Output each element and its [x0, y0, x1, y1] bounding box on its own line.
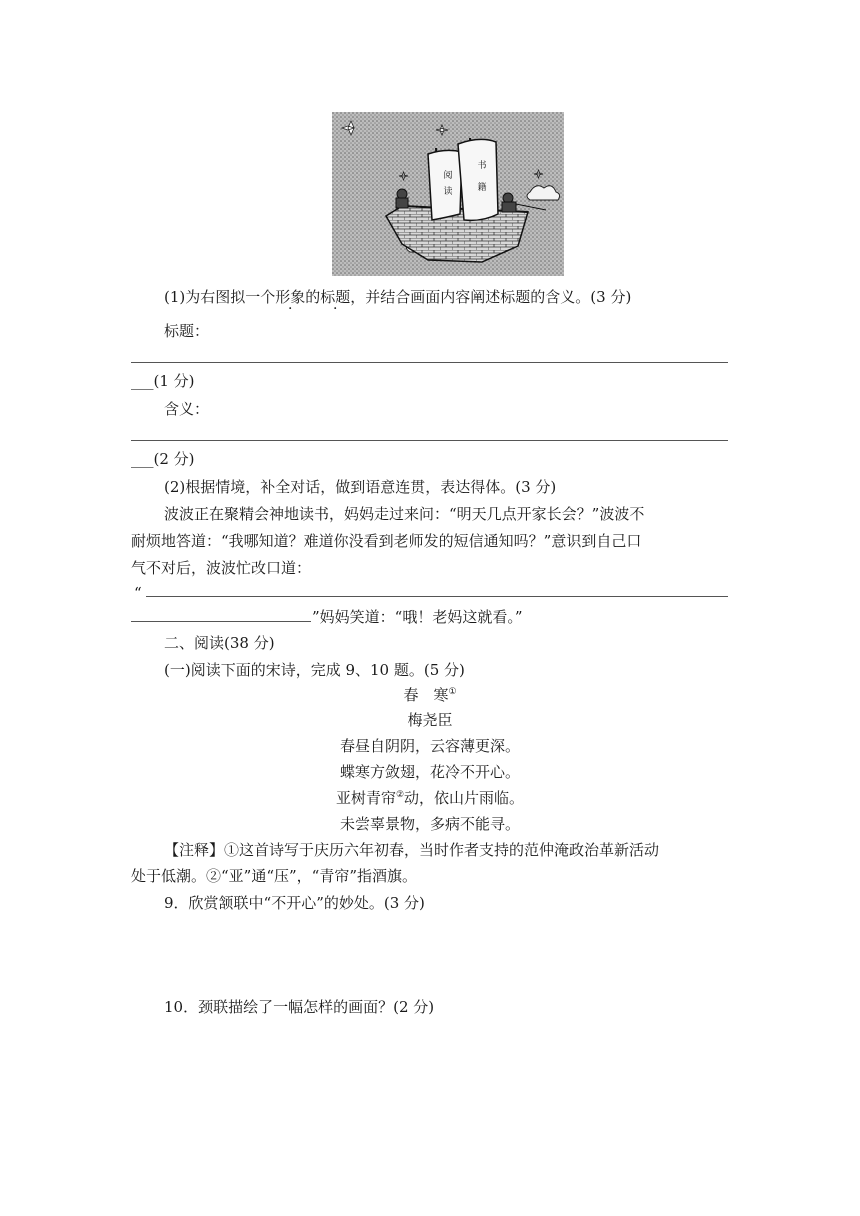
q2-context-line: 耐烦地答道：“我哪知道？难道你没看到老师发的短信通知吗？”意识到自己口 [131, 532, 642, 550]
q1-prompt: (1)为右图拟一个形象的标题，并结合画面内容阐述标题的含义。(3 分) [164, 288, 632, 306]
poem-title: 春 寒① [403, 686, 457, 704]
section-heading: 二、阅读(38 分) [164, 634, 275, 652]
sail-left-text: 阅读 [443, 171, 453, 197]
annotation-line: 【注释】①这首诗写于庆历六年初春，当时作者支持的范仲淹政治革新活动 [164, 841, 660, 859]
poem-line: 未尝辜景物，多病不能寻。 [339, 815, 520, 833]
q2-closing-text: ”妈妈笑道：“哦！老妈这就看。” [312, 608, 523, 626]
question-9: 9．欣赏颔联中“不开心”的妙处。(3 分) [164, 894, 425, 912]
q1-meaning-score: ___(2 分) [131, 450, 195, 468]
question-10: 10．颈联描绘了一幅怎样的画面？(2 分) [164, 998, 435, 1016]
sail-right [458, 139, 498, 220]
poem-line: 春昼自阴阴，云容薄更深。 [339, 737, 520, 755]
answer-line[interactable] [131, 440, 728, 441]
emphasis-word: 形象 [275, 288, 306, 306]
answer-line[interactable] [146, 596, 728, 597]
q1-title-label: 标题： [164, 322, 210, 340]
poem-line: 亚树青帘②动，依山片雨临。 [335, 789, 525, 807]
sail-right-text: 书籍 [477, 161, 487, 193]
section-subheading: (一)阅读下面的宋诗，完成 9、10 题。(5 分) [164, 661, 465, 679]
poem-line: 蝶寒方敛翅，花冷不开心。 [339, 763, 520, 781]
q2-context-line: 气不对后，波波忙改口道： [131, 559, 312, 577]
emphasis-word-title: 标题 [320, 288, 351, 306]
q2-context-line: 波波正在聚精会神地读书，妈妈走过来问：“明天几点开家长会？”波波不 [164, 505, 645, 523]
q2-prompt: (2)根据情境，补全对话，做到语意连贯，表达得体。(3 分) [164, 478, 557, 496]
sail-left [428, 150, 462, 220]
ship-illustration [332, 112, 564, 276]
answer-line[interactable] [131, 362, 728, 363]
poem-author: 梅尧臣 [407, 711, 453, 729]
annotation-line: 处于低潮。②“亚”通“压”，“青帘”指酒旗。 [131, 867, 418, 885]
answer-line[interactable] [131, 621, 311, 622]
q1-meaning-label: 含义： [164, 400, 210, 418]
q1-title-score: ___(1 分) [131, 372, 195, 390]
open-quote: “ [134, 584, 142, 602]
